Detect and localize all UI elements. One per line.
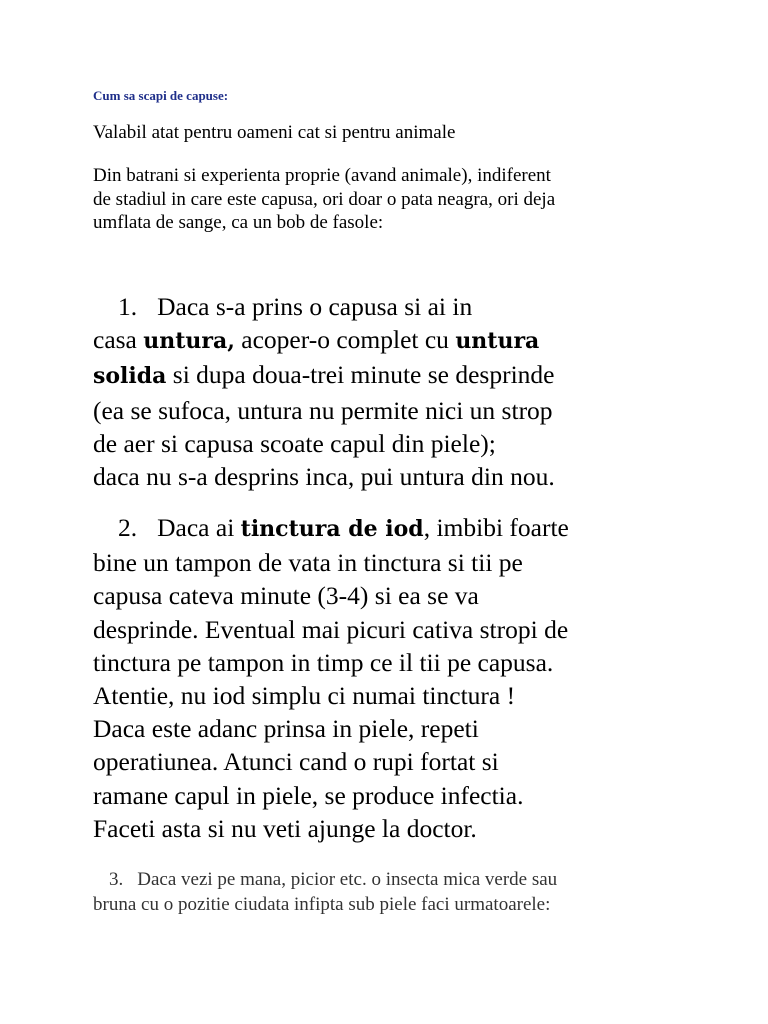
document-heading: Cum sa scapi de capuse: xyxy=(93,88,229,103)
bold-term: tinctura de iod xyxy=(240,516,424,542)
list-item-text: si dupa doua-trei minute se desprinde xyxy=(166,360,555,390)
list-item-text: daca nu s-a desprins inca, pui untura din nou. xyxy=(93,462,555,492)
intro-line: de stadiul in care este capusa, ori doar o pata neagra, ori deja xyxy=(93,188,556,210)
list-item-text: Daca este adanc prinsa in piele, repeti xyxy=(93,714,479,744)
intro-paragraph xyxy=(93,164,713,235)
list-item-text: casa xyxy=(93,325,144,355)
document-subtitle: Valabil atat pentru oameni cat si pentru animale xyxy=(93,122,456,143)
list-item-2 xyxy=(93,511,569,845)
list-number: 3. xyxy=(109,869,124,890)
list-number: 2. xyxy=(118,513,138,542)
list-item-text: acoper-o complet cu xyxy=(234,325,456,355)
bold-term: solida xyxy=(93,363,167,390)
list-item-text: operatiunea. Atunci cand o rupi fortat si xyxy=(93,747,499,777)
list-item-text: Faceti asta si nu veti ajunge la doctor. xyxy=(93,813,477,843)
list-item-text: (ea se sufoca, untura nu permite nici un strop xyxy=(93,395,553,425)
bold-term: untura xyxy=(455,328,540,355)
list-item-1 xyxy=(93,290,555,493)
list-number: 1. xyxy=(118,292,138,321)
list-item-text: Daca ai xyxy=(157,513,241,542)
list-item-text: Daca vezi pe mana, picior etc. o insecta mica verde sau xyxy=(137,869,558,890)
list-item-text: Atentie, nu iod simplu ci numai tinctura ! xyxy=(93,681,516,711)
list-item-text: bine un tampon de vata in tinctura si tii pe xyxy=(93,548,523,578)
bold-term: untura, xyxy=(143,328,235,355)
list-item-text: , imbibi foarte xyxy=(423,513,569,542)
list-item-3 xyxy=(93,867,557,917)
list-item-text: ramane capul in piele, se produce infectia. xyxy=(93,780,524,810)
list-item-text: capusa cateva minute (3-4) si ea se va xyxy=(93,581,479,611)
intro-line: Din batrani si experienta proprie (avand animale), indiferent xyxy=(93,165,551,186)
list-item-text: bruna cu o pozitie ciudata infipta sub piele faci urmatoarele: xyxy=(93,894,551,915)
list-item-text: Daca s-a prins o capusa si ai in xyxy=(157,292,473,321)
list-item-text: tinctura pe tampon in timp ce il tii pe capusa. xyxy=(93,647,554,677)
intro-line: umflata de sange, ca un bob de fasole: xyxy=(93,212,384,233)
list-item-text: de aer si capusa scoate capul din piele); xyxy=(93,428,496,458)
list-item-text: desprinde. Eventual mai picuri cativa stropi de xyxy=(93,614,569,644)
